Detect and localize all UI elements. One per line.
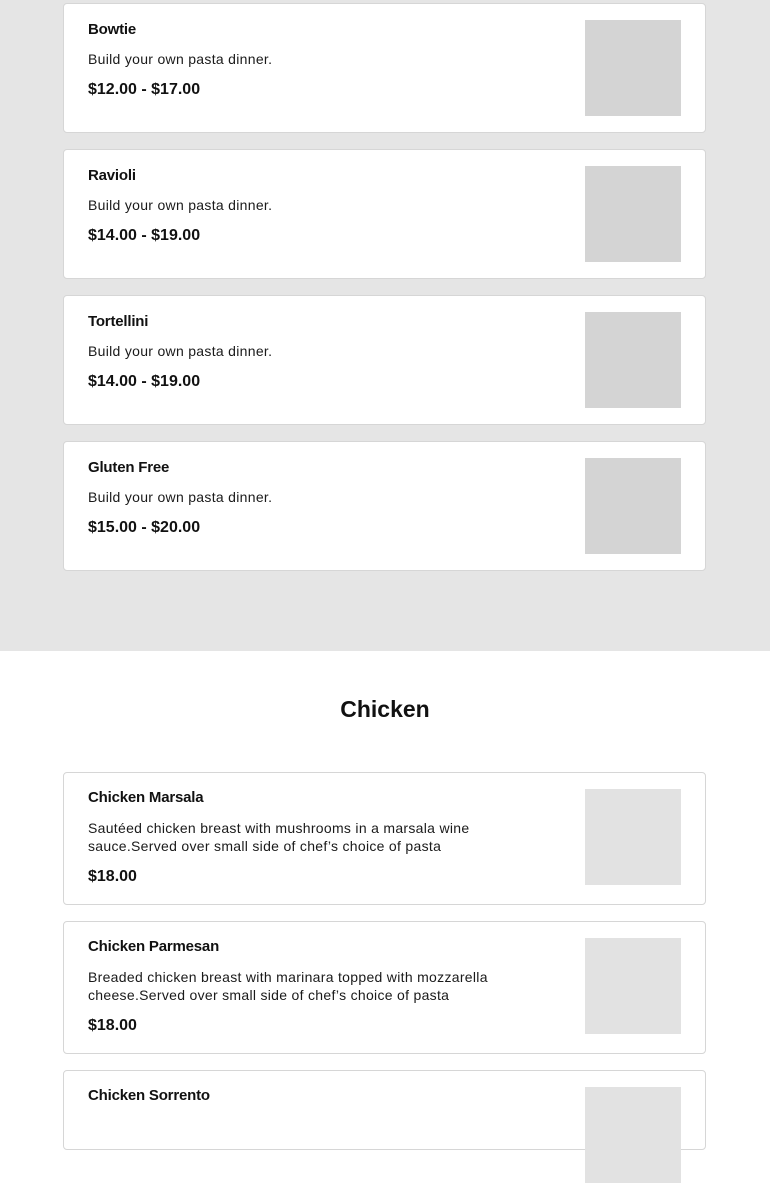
item-description: Build your own pasta dinner. bbox=[88, 343, 273, 359]
menu-item-card[interactable] bbox=[63, 772, 706, 905]
section-title: Chicken bbox=[340, 696, 430, 722]
item-description: Build your own pasta dinner. bbox=[88, 489, 273, 505]
item-price: $15.00 - $20.00 bbox=[88, 519, 201, 536]
item-name: Tortellini bbox=[88, 313, 149, 330]
item-price: $14.00 - $19.00 bbox=[88, 227, 201, 244]
menu-item-card[interactable] bbox=[63, 295, 706, 425]
item-image-placeholder bbox=[585, 166, 681, 262]
item-description: Build your own pasta dinner. bbox=[88, 197, 273, 213]
item-price: $18.00 bbox=[88, 868, 137, 885]
item-name: Ravioli bbox=[88, 167, 136, 184]
item-name: Chicken Marsala bbox=[88, 789, 204, 806]
item-image-placeholder bbox=[585, 938, 681, 1034]
menu-item-card[interactable] bbox=[63, 3, 706, 133]
item-image-placeholder bbox=[585, 458, 681, 554]
menu-item-card[interactable] bbox=[63, 149, 706, 279]
menu-item-card[interactable] bbox=[63, 921, 706, 1054]
item-name: Chicken Sorrento bbox=[88, 1087, 210, 1104]
item-description: Breaded chicken breast with marinara topped with mozzarella cheese.Served over small side of chef’s choice of pasta bbox=[88, 969, 488, 1003]
item-image-placeholder bbox=[585, 312, 681, 408]
menu-item-card[interactable] bbox=[63, 1070, 706, 1150]
item-image-placeholder bbox=[585, 1087, 681, 1183]
item-name: Gluten Free bbox=[88, 459, 170, 476]
item-description: Build your own pasta dinner. bbox=[88, 51, 273, 67]
item-description: Sautéed chicken breast with mushrooms in a marsala wine sauce.Served over small side of chef’s choice of pasta bbox=[88, 820, 470, 854]
item-name: Chicken Parmesan bbox=[88, 938, 220, 955]
item-price: $18.00 bbox=[88, 1017, 137, 1034]
item-image-placeholder bbox=[585, 789, 681, 885]
item-name: Bowtie bbox=[88, 21, 136, 38]
item-price: $14.00 - $19.00 bbox=[88, 373, 201, 390]
menu-item-card[interactable] bbox=[63, 441, 706, 571]
item-price: $12.00 - $17.00 bbox=[88, 81, 201, 98]
item-image-placeholder bbox=[585, 20, 681, 116]
chicken-section bbox=[0, 651, 770, 1118]
